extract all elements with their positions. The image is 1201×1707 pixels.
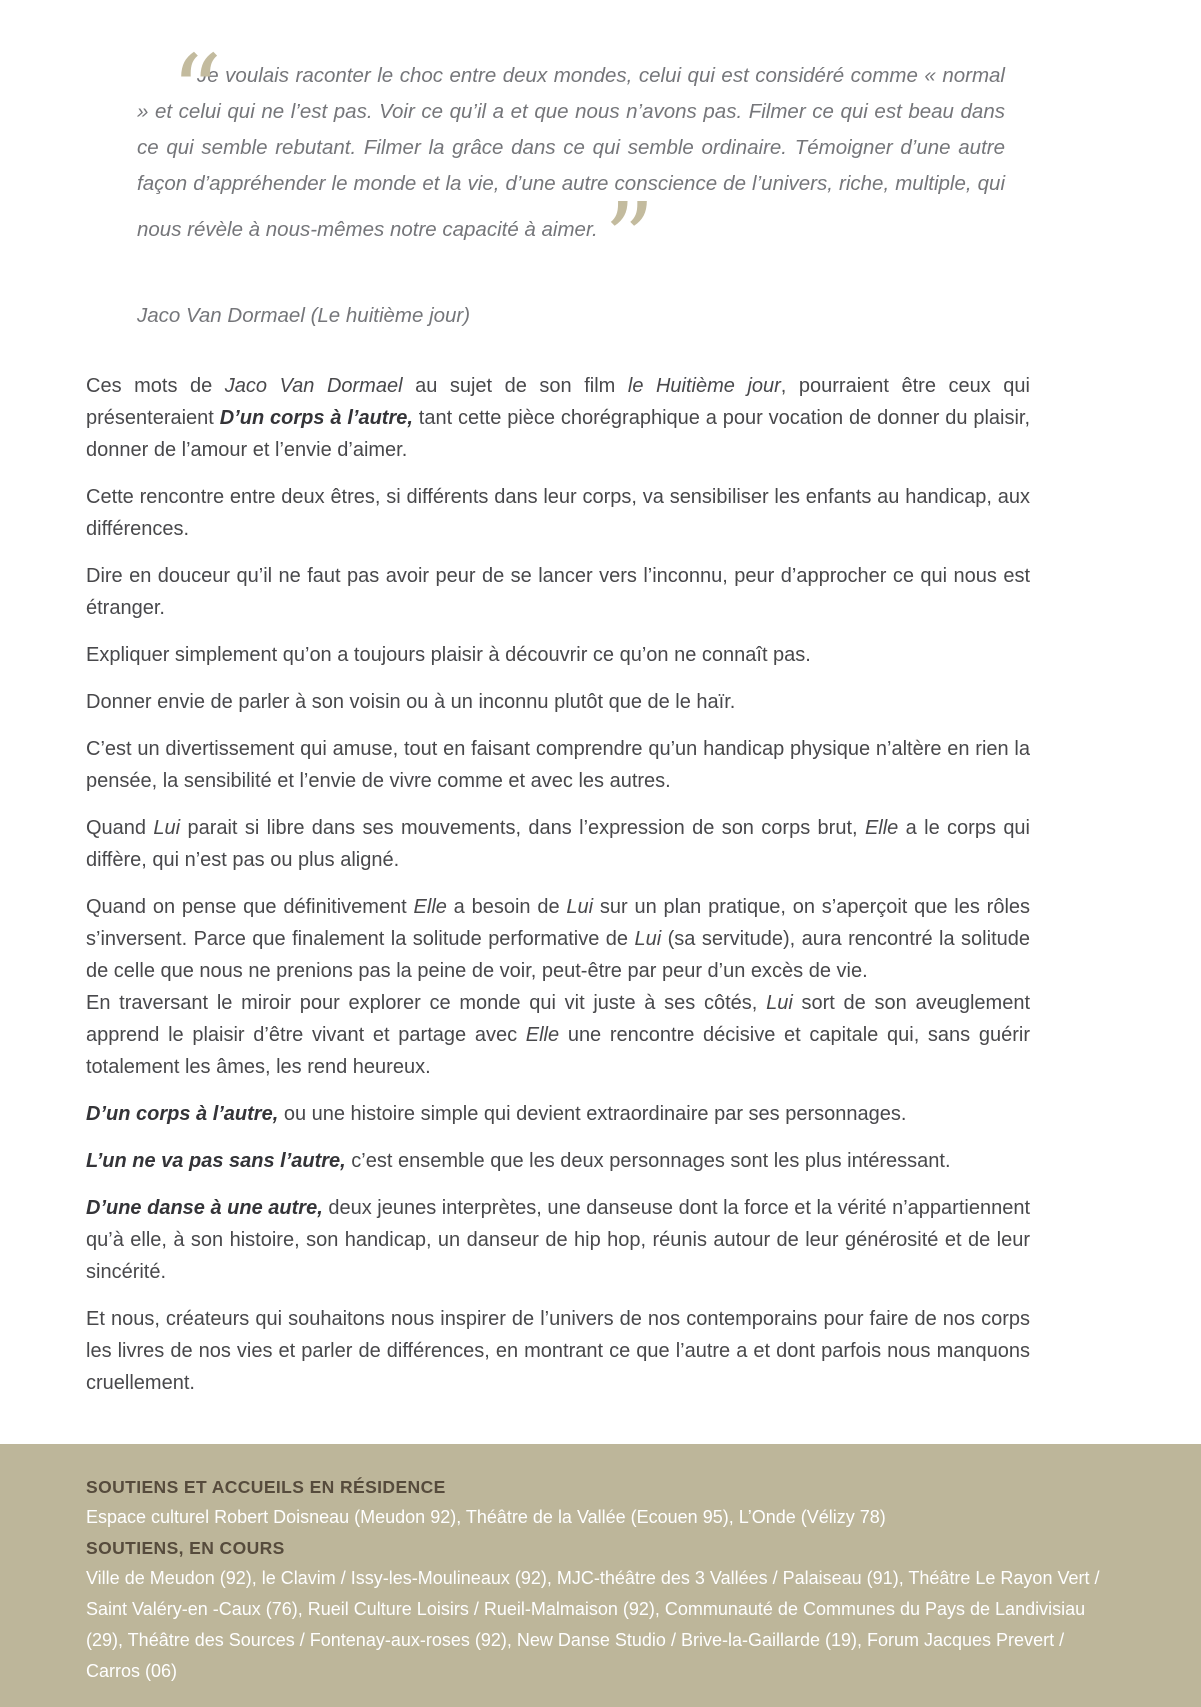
text-segment: Donner envie de parler à son voisin ou à un inconnu plutôt que de le haïr. (86, 691, 736, 713)
paragraph (86, 733, 1030, 797)
quote-attribution: Jaco Van Dormael (Le huitième jour) (137, 304, 471, 327)
text-segment: Ces mots de (86, 375, 225, 397)
text-segment: Dire en douceur qu’il ne faut pas avoir peur de se lancer vers l’inconnu, peur d’approcher ce qui nous est étranger. (86, 565, 1030, 619)
paragraph (86, 481, 1030, 545)
body-paragraphs (86, 370, 1030, 1399)
text-segment: Quand (86, 817, 154, 839)
paragraph (86, 1098, 1030, 1130)
text-segment: D’un corps à l’autre, (219, 407, 413, 429)
paragraph (86, 891, 1030, 1083)
text-segment: (sa servitude), aura rencontré la solitude de celle que nous ne prenions pas la peine de voir, peut-être par peur d’un excès de vie. (86, 928, 1030, 982)
text-segment: au sujet de son film (402, 375, 628, 397)
paragraph (86, 812, 1030, 876)
paragraph (86, 639, 1030, 671)
open-quote-icon: “ (171, 33, 223, 150)
text-segment: une rencontre décisive et capitale qui, sans guérir totalement les âmes, les rend heureux. (86, 1024, 1031, 1078)
text-segment: a le corps qui diffère, qui n’est pas ou plus aligné. (86, 817, 1031, 871)
paragraph (86, 1192, 1030, 1288)
pull-quote (137, 33, 1005, 298)
text-segment: deux jeunes interprètes, une danseuse dont la force et la vérité n’appartiennent qu’à elle, à son histoire, son handicap, un danseur de hip hop, réunis autour de leur générosité et de leur sincérité. (86, 1197, 1030, 1283)
text-segment: a besoin de (446, 896, 567, 918)
text-segment: Lui (766, 992, 793, 1014)
text-segment: D’une danse à une autre, (86, 1197, 323, 1219)
close-quote-icon: ” (603, 181, 655, 298)
text-segment: Lui (634, 928, 662, 950)
text-segment: En traversant le miroir pour explorer ce monde qui vit juste à ses côtés, (86, 992, 767, 1014)
text-segment: Expliquer simplement qu’on a toujours plaisir à découvrir ce qu’on ne connaît pas. (86, 644, 811, 666)
text-segment: Quand on pense que définitivement (86, 896, 414, 918)
text-segment: Elle (525, 1024, 560, 1046)
text-segment: Elle (864, 817, 899, 839)
quote-text: Je voulais raconter le choc entre deux mondes, celui qui est considéré comme « normal » et celui qui ne l’est pas. Voir ce qu’il a et que nous n’avons pas. Filmer ce qui est beau dans ce qui semble rebutant. Filmer la grâce dans ce qui semble ordinaire. Témoigner d’une autre façon d’appréhender le monde et la vie, d’une autre conscience de l’univers, riche, multiple, qui nous révèle à nous-mêmes notre capacité à aimer. (137, 64, 1005, 241)
text-segment: c’est ensemble que les deux personnages sont les plus intéressant. (345, 1150, 951, 1172)
footer-text-soutiens: Ville de Meudon (92), le Clavim / Issy-les-Moulineaux (92), MJC-théâtre des 3 Vallées / Palaiseau (91), Théâtre Le Rayon Vert / Saint Valéry-en -Caux (76), Rueil Culture Loisirs / Rueil-Malmaison (92), Communauté de Communes du Pays de Landivisiau (29), Théâtre des Sources / Fontenay-aux-roses (92), New Danse Studio / Brive-la-Gaillarde (19), Forum Jacques Prevert / Carros (06) (86, 1568, 1100, 1681)
text-segment: , pourraient être ceux qui présenteraient (86, 375, 1030, 429)
text-segment: sort de son aveuglement apprend le plaisir d’être vivant et partage avec (86, 992, 1030, 1046)
text-segment: Elle (413, 896, 447, 918)
text-segment: Cette rencontre entre deux êtres, si différents dans leur corps, va sensibiliser les enfants au handicap, aux différences. (86, 486, 1030, 540)
text-segment: L’un ne va pas sans l’autre, (86, 1150, 346, 1172)
paragraph (86, 1145, 1030, 1177)
text-segment: C’est un divertissement qui amuse, tout en faisant comprendre qu’un handicap physique n’altère en rien la pensée, la sensibilité et l’envie de vivre comme et avec les autres. (86, 738, 1030, 792)
text-segment: le Huitième jour (627, 375, 781, 397)
text-segment: Lui (153, 817, 181, 839)
text-segment: sur un plan pratique, on s’aperçoit que les rôles s’inversent. Parce que finalement la solitude performative de (86, 896, 1031, 950)
text-segment: ou une histoire simple qui devient extraordinaire par ses personnages. (278, 1103, 907, 1125)
text-segment: tant cette pièce chorégraphique a pour vocation de donner du plaisir, donner de l’amour et l’envie d’aimer. (86, 407, 1031, 461)
text-segment: parait si libre dans ses mouvements, dans l’expression de son corps brut, (180, 817, 865, 839)
text-segment: Et nous, créateurs qui souhaitons nous inspirer de l’univers de nos contemporains pour faire de nos corps les livres de nos vies et parler de différences, en montrant ce que l’autre a et dont parfois nous manquons cruellement. (86, 1308, 1030, 1394)
paragraph (86, 560, 1030, 624)
footer-heading-soutiens: SOUTIENS, EN COURS (86, 1538, 285, 1558)
text-segment: Jaco Van Dormael (224, 375, 403, 397)
paragraph (86, 1303, 1030, 1399)
footer-heading-residence: SOUTIENS ET ACCUEILS EN RÉSIDENCE (86, 1477, 446, 1497)
text-segment: D’un corps à l’autre, (86, 1103, 279, 1125)
footer-text-residence: Espace culturel Robert Doisneau (Meudon 92), Théâtre de la Vallée (Ecouen 95), L’Onde (Vélizy 78) (86, 1507, 886, 1527)
paragraph (86, 370, 1030, 466)
footer-band (0, 1444, 1201, 1707)
paragraph (86, 686, 1030, 718)
text-segment: Lui (566, 896, 594, 918)
